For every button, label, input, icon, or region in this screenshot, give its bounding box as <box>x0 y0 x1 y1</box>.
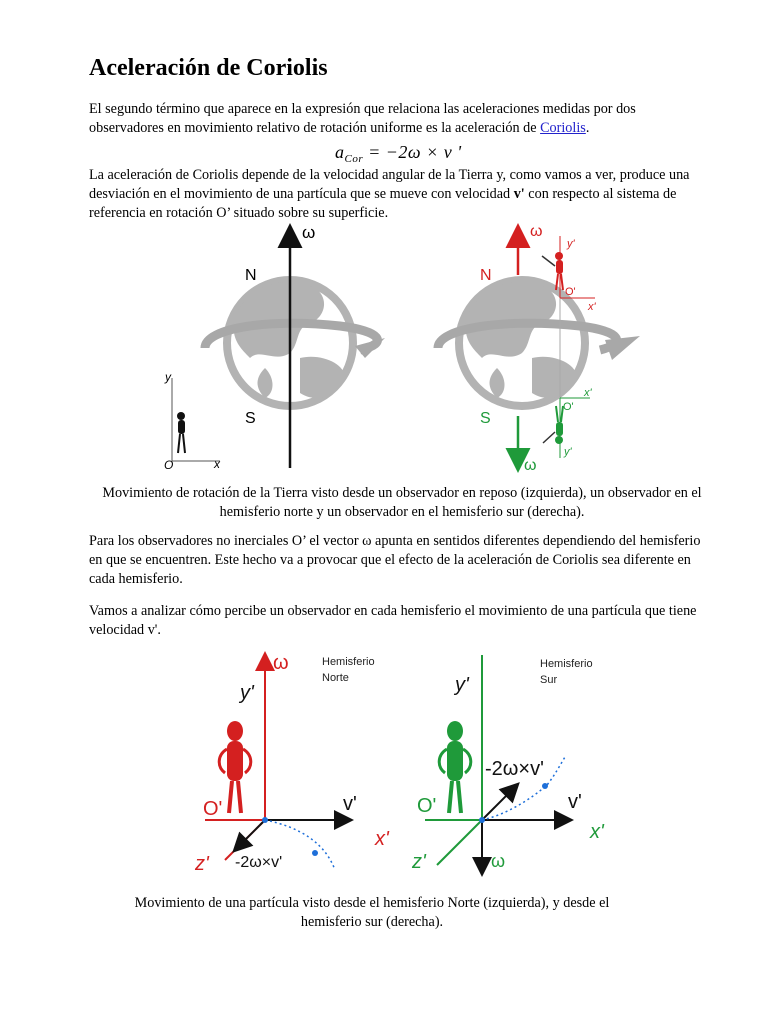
north-panel <box>194 652 390 875</box>
south-panel-y: y' <box>455 674 469 696</box>
north-panel-coriolis: -2ω×v' <box>235 854 283 871</box>
south-y-label: y' <box>564 446 572 458</box>
right-south-label: S <box>480 410 491 427</box>
south-panel-coriolis: -2ω×v' <box>485 758 544 780</box>
coriolis-formula <box>335 142 462 165</box>
formula-subscript: Cor <box>344 153 364 165</box>
analysis-paragraph: Vamos a analizar cómo percibe un observador en cada hemisferio el movimiento de una partícula que tiene velocidad v'. <box>89 603 697 638</box>
description-end: con respecto al sistema de referencia en rotación O’ situado sobre su superficie. <box>89 186 677 221</box>
inertial-x-label: x <box>214 457 220 471</box>
north-omega-label: ω <box>530 223 543 240</box>
south-x-label: x' <box>584 387 592 399</box>
south-panel-title-1: Hemisferio <box>540 658 593 670</box>
south-omega-label: ω <box>524 457 537 474</box>
earth-rotation-figure <box>150 218 670 478</box>
figure1-caption: Movimiento de rotación de la Tierra visto desde un observador en reposo (izquierda), un observador en el hemisferio norte y un observador en el hemisferio sur (derecha). <box>102 485 702 520</box>
south-panel-z: z' <box>412 851 426 873</box>
north-panel-omega: ω <box>273 652 289 674</box>
south-panel-x: x' <box>590 821 604 843</box>
hemisphere-paragraph: Para los observadores no inerciales O’ el vector ω apunta en sentidos diferentes dependiendo del hemisferio en que se encuentren. Este hecho va a provocar que el efecto de la aceleración de Coriolis sea diferente en cada hemisferio. <box>89 533 701 587</box>
north-panel-origin: O' <box>203 798 223 820</box>
inertial-y-label: y <box>165 370 171 384</box>
left-south-label: S <box>245 410 256 427</box>
north-origin-label: O' <box>565 286 576 298</box>
left-north-label: N <box>245 267 257 284</box>
right-globe <box>459 280 585 406</box>
south-panel-observer <box>439 721 471 813</box>
south-panel-v: v' <box>568 791 582 813</box>
north-y-label: y' <box>567 238 575 250</box>
intro-paragraph <box>89 100 709 138</box>
left-omega-label: ω <box>302 223 316 242</box>
north-panel-x: x' <box>375 828 389 850</box>
coriolis-link[interactable]: Coriolis <box>540 120 586 136</box>
north-panel-observer <box>219 721 251 813</box>
formula-rhs: = −2ω × v ' <box>368 142 462 162</box>
north-x-label: x' <box>588 301 596 313</box>
intro-text: El segundo término que aparece en la expresión que relaciona las aceleraciones medidas por dos observadores en movimiento relativo de rotación uniforme es la aceleración de <box>89 101 636 136</box>
north-panel-title-2: Norte <box>322 672 349 684</box>
north-panel-y: y' <box>240 682 254 704</box>
velocity-symbol: v' <box>513 186 525 202</box>
hemisphere-figure <box>185 645 625 885</box>
south-panel-omega: ω <box>491 851 506 871</box>
formula-lhs: a <box>335 142 345 162</box>
south-panel-title-2: Sur <box>540 674 558 686</box>
south-panel <box>411 655 605 873</box>
inertial-origin-label: O <box>164 458 174 472</box>
figure2-caption: Movimiento de una partícula visto desde el hemisferio Norte (izquierda), y desde el hemisferio sur (derecha). <box>134 895 610 930</box>
intro-end: . <box>585 120 590 136</box>
page-title: Aceleración de Coriolis <box>89 55 328 81</box>
north-panel-title-1: Hemisferio <box>322 656 375 668</box>
south-panel-origin: O' <box>417 795 437 817</box>
right-north-label: N <box>480 267 492 284</box>
north-panel-v: v' <box>343 793 357 815</box>
south-origin-label: O' <box>563 401 574 413</box>
north-panel-z: z' <box>195 853 209 875</box>
description-paragraph <box>89 166 709 223</box>
description-text: La aceleración de Coriolis depende de la velocidad angular de la Tierra y, como vamos a ver, produce una desviación en el movimiento de una partícula que se mueve con velocidad <box>89 167 690 202</box>
inertial-observer <box>164 370 221 472</box>
